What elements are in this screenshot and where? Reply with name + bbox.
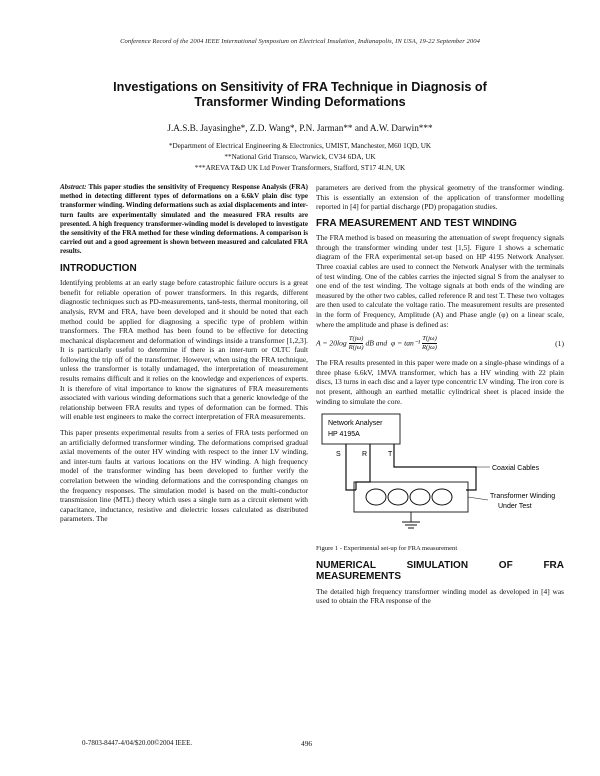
port-t-label: T bbox=[388, 451, 393, 459]
winding-frame bbox=[354, 482, 468, 512]
page-number: 496 bbox=[301, 739, 313, 748]
left-column bbox=[60, 183, 308, 530]
figure-1 bbox=[316, 412, 564, 540]
winding-coil-1 bbox=[366, 489, 386, 505]
winding-coil-2 bbox=[388, 489, 408, 505]
fra-setup-diagram bbox=[316, 412, 564, 540]
right-paragraph-continued: parameters are derived from the physical geometry of the transformer winding. This is essentially an extension of the application of transformer modelling reported in [4] for partial discharge (PD) propagation studies. bbox=[316, 183, 564, 212]
authors: J.A.S.B. Jayasinghe*, Z.D. Wang*, P.N. Jarman** and A.W. Darwin*** bbox=[167, 123, 433, 133]
fra-measurement-heading: FRA MEASUREMENT AND TEST WINDING bbox=[316, 217, 517, 229]
equation-1 bbox=[316, 335, 564, 352]
introduction-paragraph-2: This paper presents experimental results from a series of FRA tests performed on an artificially deformed transformer winding. The deformations comprised gradual axial movements of the outer HV winding with respect to the inner LV winding, and inter-turn faults at various locations on the HV winding. A high frequency model of the transformer winding has been developed to further verify the correlation between the winding deformations and the corresponding changes on the frequency responses. The simulation model is based on the multi-conductor transmission line (MTL) theory which uses a single turn as a circuit element with capacitance, inductance, resistive and dielectric losses calculated as distributed parameters. The bbox=[60, 428, 308, 524]
equation-amplitude-lhs: A = 20log bbox=[316, 338, 347, 348]
port-s-label: S bbox=[336, 451, 341, 459]
analyser-label-2: HP 4195A bbox=[328, 431, 360, 439]
equation-denominator-1: R(jω) bbox=[348, 344, 364, 352]
right-column bbox=[316, 183, 564, 612]
numerical-simulation-heading: NUMERICAL SIMULATION OF FRA MEASUREMENTS bbox=[316, 559, 564, 583]
title-line-2: Transformer Winding Deformations bbox=[194, 95, 406, 109]
winding-label-1: Transformer Winding bbox=[490, 493, 556, 501]
abstract-text: This paper studies the sensitivity of Frequency Response Analysis (FRA) method in detecting different types of deformations on a 6.6kV plain disc type transformer winding. Winding deformations such as axial displacements and inter-turn faults are experimentally simulated and the measured FRA results are presented. A high frequency transformer-winding model is developed to investigate the sensitivity of the FRA method for these winding deformations. A comparison is carried out and a good agreement is shown between measured and calculated FRA results. bbox=[60, 183, 308, 256]
abstract-label: Abstract: bbox=[60, 183, 87, 191]
winding-label-leader bbox=[468, 497, 488, 500]
conference-header: Conference Record of the 2004 IEEE International Symposium on Electrical Insulation, Indianapolis, IN USA, 19-22 September 2004 bbox=[120, 38, 480, 45]
analyser-label-1: Network Analyser bbox=[328, 420, 383, 428]
affiliation-2: **National Grid Transco, Warwick, CV34 6DA, UK bbox=[224, 153, 376, 161]
copyright-footer: 0-7803-8447-4/04/$20.00©2004 IEEE. bbox=[82, 739, 193, 747]
equation-numerator-1: T(jω) bbox=[348, 335, 364, 343]
equation-unit: dB and bbox=[365, 338, 388, 348]
affiliation-3: ***AREVA T&D UK Ltd Power Transformers, Stafford, ST17 4LN, UK bbox=[194, 164, 406, 172]
introduction-heading: INTRODUCTION bbox=[60, 262, 137, 274]
affiliation-1: *Department of Electrical Engineering & Electronics, UMIST, Manchester, M60 1QD, UK bbox=[168, 142, 432, 150]
simulation-paragraph-1: The detailed high frequency transformer winding model as developed in [4] was used to obtain the FRA response of the bbox=[316, 586, 564, 606]
fra-paragraph-1: The FRA method is based on measuring the attenuation of swept frequency signals through the transformer winding under test [1,5]. Figure 1 shows a schematic diagram of the FRA experimental set-up based on HP 4195 Network Analyser. Three coaxial cables are used to connect the Network Analyser with the terminals of test winding. One of the cables carries the injected signal S from the analyser to one end of the test winding. The voltage signals at both ends of the winding are measured by the other two cables, called reference R and test T. These two voltages are then used to calculate the voltage ratio. The measurement results are presented in the form of Frequency, Amplitude (A) and Phase angle (φ) on a linear scale, where the amplitude and phase is defined as: bbox=[316, 233, 564, 329]
port-r-label: R bbox=[362, 451, 368, 459]
figure-1-caption: Figure 1 - Experimental set-up for FRA measurement bbox=[316, 545, 458, 553]
coax-cable-s bbox=[346, 444, 356, 490]
equation-number: (1) bbox=[555, 338, 564, 348]
equation-body bbox=[316, 335, 437, 352]
equation-numerator-2: T(jω) bbox=[422, 335, 437, 343]
title-line-1: Investigations on Sensitivity of FRA Technique in Diagnosis of bbox=[113, 80, 487, 94]
winding-coil-3 bbox=[410, 489, 430, 505]
equation-denominator-2: R(jω) bbox=[422, 344, 437, 352]
fra-paragraph-2: The FRA results presented in this paper were made on a single-phase windings of a three phase 6.6kV, 1MVA transformer, which has a HV winding with 22 plain discs, 13 turns in each disc and a layer type concentric LV winding. The iron core is not present, although an earthed metallic cylindrical sheet is placed inside the winding to simulate the core. bbox=[316, 358, 564, 406]
coax-cables-label: Coaxial Cables bbox=[492, 465, 540, 473]
network-analyser-box bbox=[322, 414, 400, 444]
equation-fraction-2 bbox=[422, 335, 437, 352]
paper-title bbox=[40, 80, 560, 110]
winding-coil-4 bbox=[432, 489, 452, 505]
introduction-paragraph-1: Identifying problems at an early stage before catastrophic failure occurs is a great benefit for reliable operation of power transformers. In this regards, different diagnostic techniques such as PD-measurements, tanδ-tests, thermal monitoring, oil analysis, RVM and FRA, have been developed and it should be noted that each method could be applied for diagnosing a specific type of problem within transformers. The FRA method has been found to be effective for detecting mechanical displacement and deformation of windings inside a transformer [1,2,3]. It is particularly useful to determine if there is an inter-turn or OLTC fault following the trip off of the transformer. However, when using the FRA technique, unless the transformer is totally undamaged, the interpretation of measurement results remains difficult and it relies on the knowledge and experiences of experts. It is therefore of vital importance to know the signatures of FRA measurements associated with various winding deformations such that a generic knowledge of the relationship between FRA results and types of deformation can be formed. This will enable test engineers to make the correct interpretation of FRA measurements. bbox=[60, 278, 308, 422]
equation-phase-lhs: φ = tan⁻¹ bbox=[391, 338, 421, 348]
abstract bbox=[60, 183, 308, 257]
winding-label-2: Under Test bbox=[498, 503, 532, 511]
equation-fraction-1 bbox=[349, 335, 364, 352]
coax-cable-t bbox=[394, 444, 476, 490]
